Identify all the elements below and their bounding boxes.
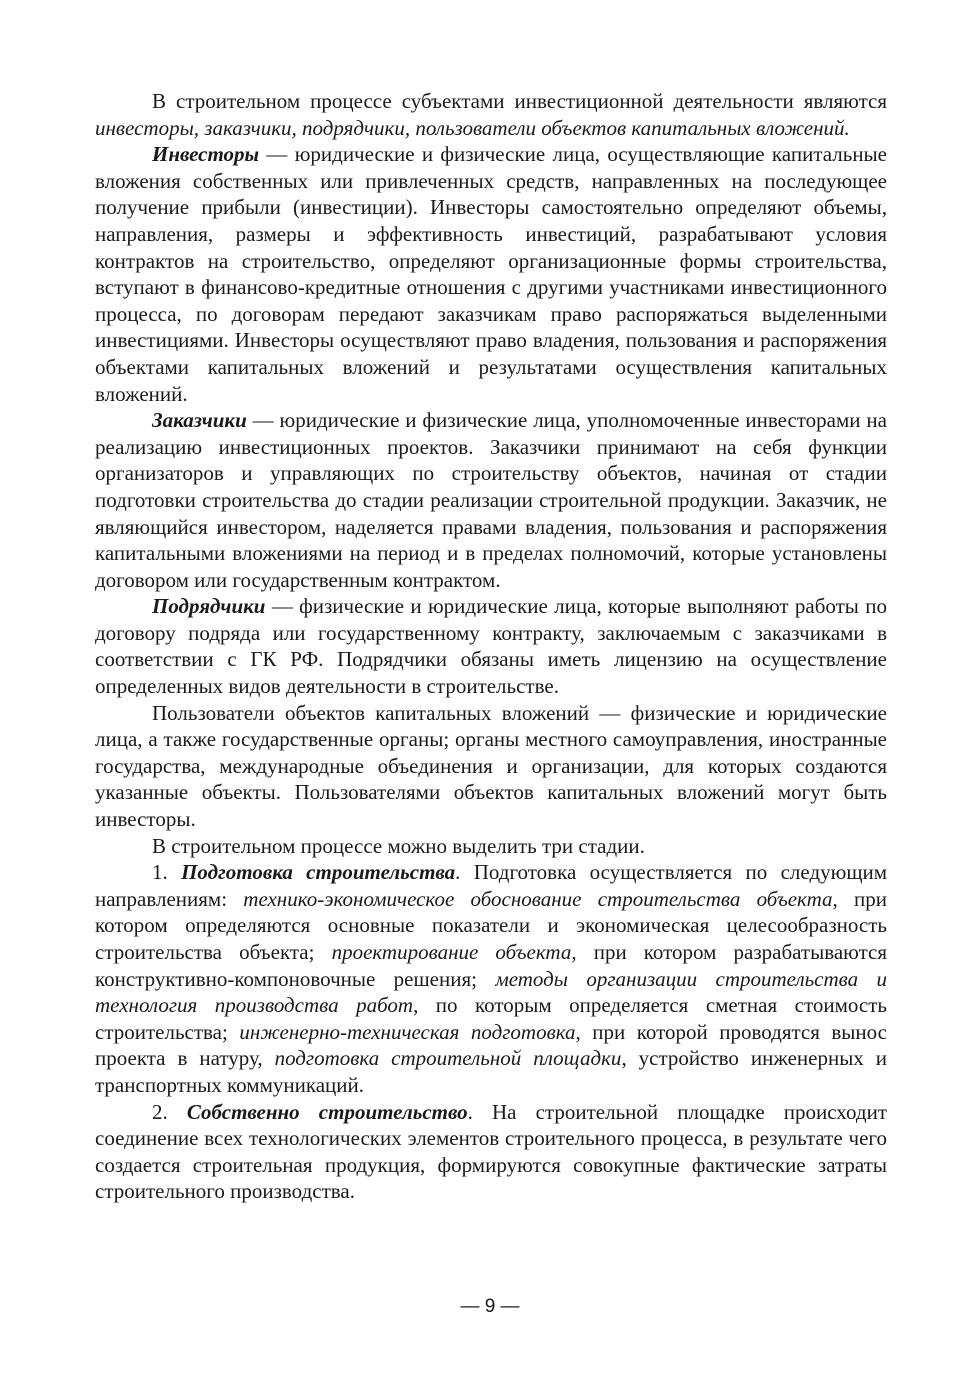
italic-text: проектирование объекта [331,940,572,964]
text: . На строительной площадке происходит соединение всех технологических элементов строительного процесса, в результате чего создается строительная продукция, формируются совокупные фактические затраты строительного производства. [95,1099,888,1204]
page-number: — 9 — [460,1296,520,1317]
text: , при котором определяются основные показатели и экономическая целесообразность строительства объекта; [95,886,887,964]
text: , при котором разрабатываются конструктивно-компоновочные решения; [95,940,887,991]
text: , устройство инженерных и транспортных коммуникаций. [95,1046,888,1097]
text: В строительном процессе субъектами инвестиционной деятельности являются [152,89,887,113]
paragraph-stage-2 [95,1099,887,1205]
text: , при которой проводятся вынос проекта в натуру, [95,1019,887,1071]
italic-text: методы организации строительства и технология производства работ [95,966,887,1018]
paragraph-contractors [95,593,887,699]
document-body [95,88,887,1205]
term-preparation: Подготовка строительства [181,860,456,885]
text: . Подготовка осуществляется по следующим направлениям: [95,860,888,911]
text: — юридические и физические лица, осуществляющие капитальные вложения собственных или привлеченных средств, направленных на последующее получение прибыли (инвестиции). Инвесторы самостоятельно определяют объемы, направления, размеры и эффективность инвестиций, разрабатывают условия контрактов на строительство, определяют организационные формы строительства, вступают в финансово-кредитные отношения с другими участниками инвестиционного процесса, по договорам передают заказчикам право распоряжаться выделенными инвестициями. Инвесторы осуществляют право владения, пользования и распоряжения объектами капитальных вложений и результатами осуществления капитальных вложений. [95,142,887,406]
paragraph-participants [95,88,887,141]
italic-text: инвесторы, заказчики, подрядчики, пользователи объектов капитальных вложений. [95,115,850,140]
text: , по которым определяется сметная стоимость строительства; [95,993,887,1044]
paragraph-users: Пользователи объектов капитальных вложений — физические и юридические лица, а также государственные органы; органы местного самоуправления, иностранные государства, международные объединения и организации, для которых создаются указанные объекты. Пользователями объектов капитальных вложений могут быть инвесторы. [95,700,887,832]
paragraph-investors [95,141,887,407]
italic-text: технико-экономическое обоснование строительства объекта [243,886,833,911]
term-construction: Собственно строительство [186,1099,468,1124]
text: — юридические и физические лица, уполномоченные инвесторами на реализацию инвестиционных проектов. Заказчики принимают на себя функции организаторов и управляющих по строительству объектов, начиная от стадии подготовки строительства до стадии реализации строительной продукции. Заказчик, не являющийся инвестором, наделяется правами владения, пользования и распоряжения капитальными вложениями на период и в пределах полномочий, которые установлены договором или государственным контрактом. [95,408,887,592]
stage-number: 2. [152,1099,187,1124]
paragraph-customers [95,407,887,593]
term-investors: Инвесторы [152,142,260,167]
italic-text: инженерно-техническая подготовка [239,1019,576,1044]
paragraph-stage-1 [95,859,887,1098]
term-customers: Заказчики [152,408,247,433]
text: — физические и юридические лица, которые выполняют работы по договору подряда или государственному контракту, заключаемым с заказчиками в соответствии с ГК РФ. Подрядчики обязаны иметь лицензию на осуществление определенных видов деятельности в строительстве. [95,594,887,699]
paragraph-stages-intro: В строительном процессе можно выделить три стадии. [152,833,645,858]
italic-text: подготовка строительной площадки [274,1046,622,1071]
stage-number: 1. [152,860,182,885]
term-contractors: Подрядчики [152,594,266,619]
